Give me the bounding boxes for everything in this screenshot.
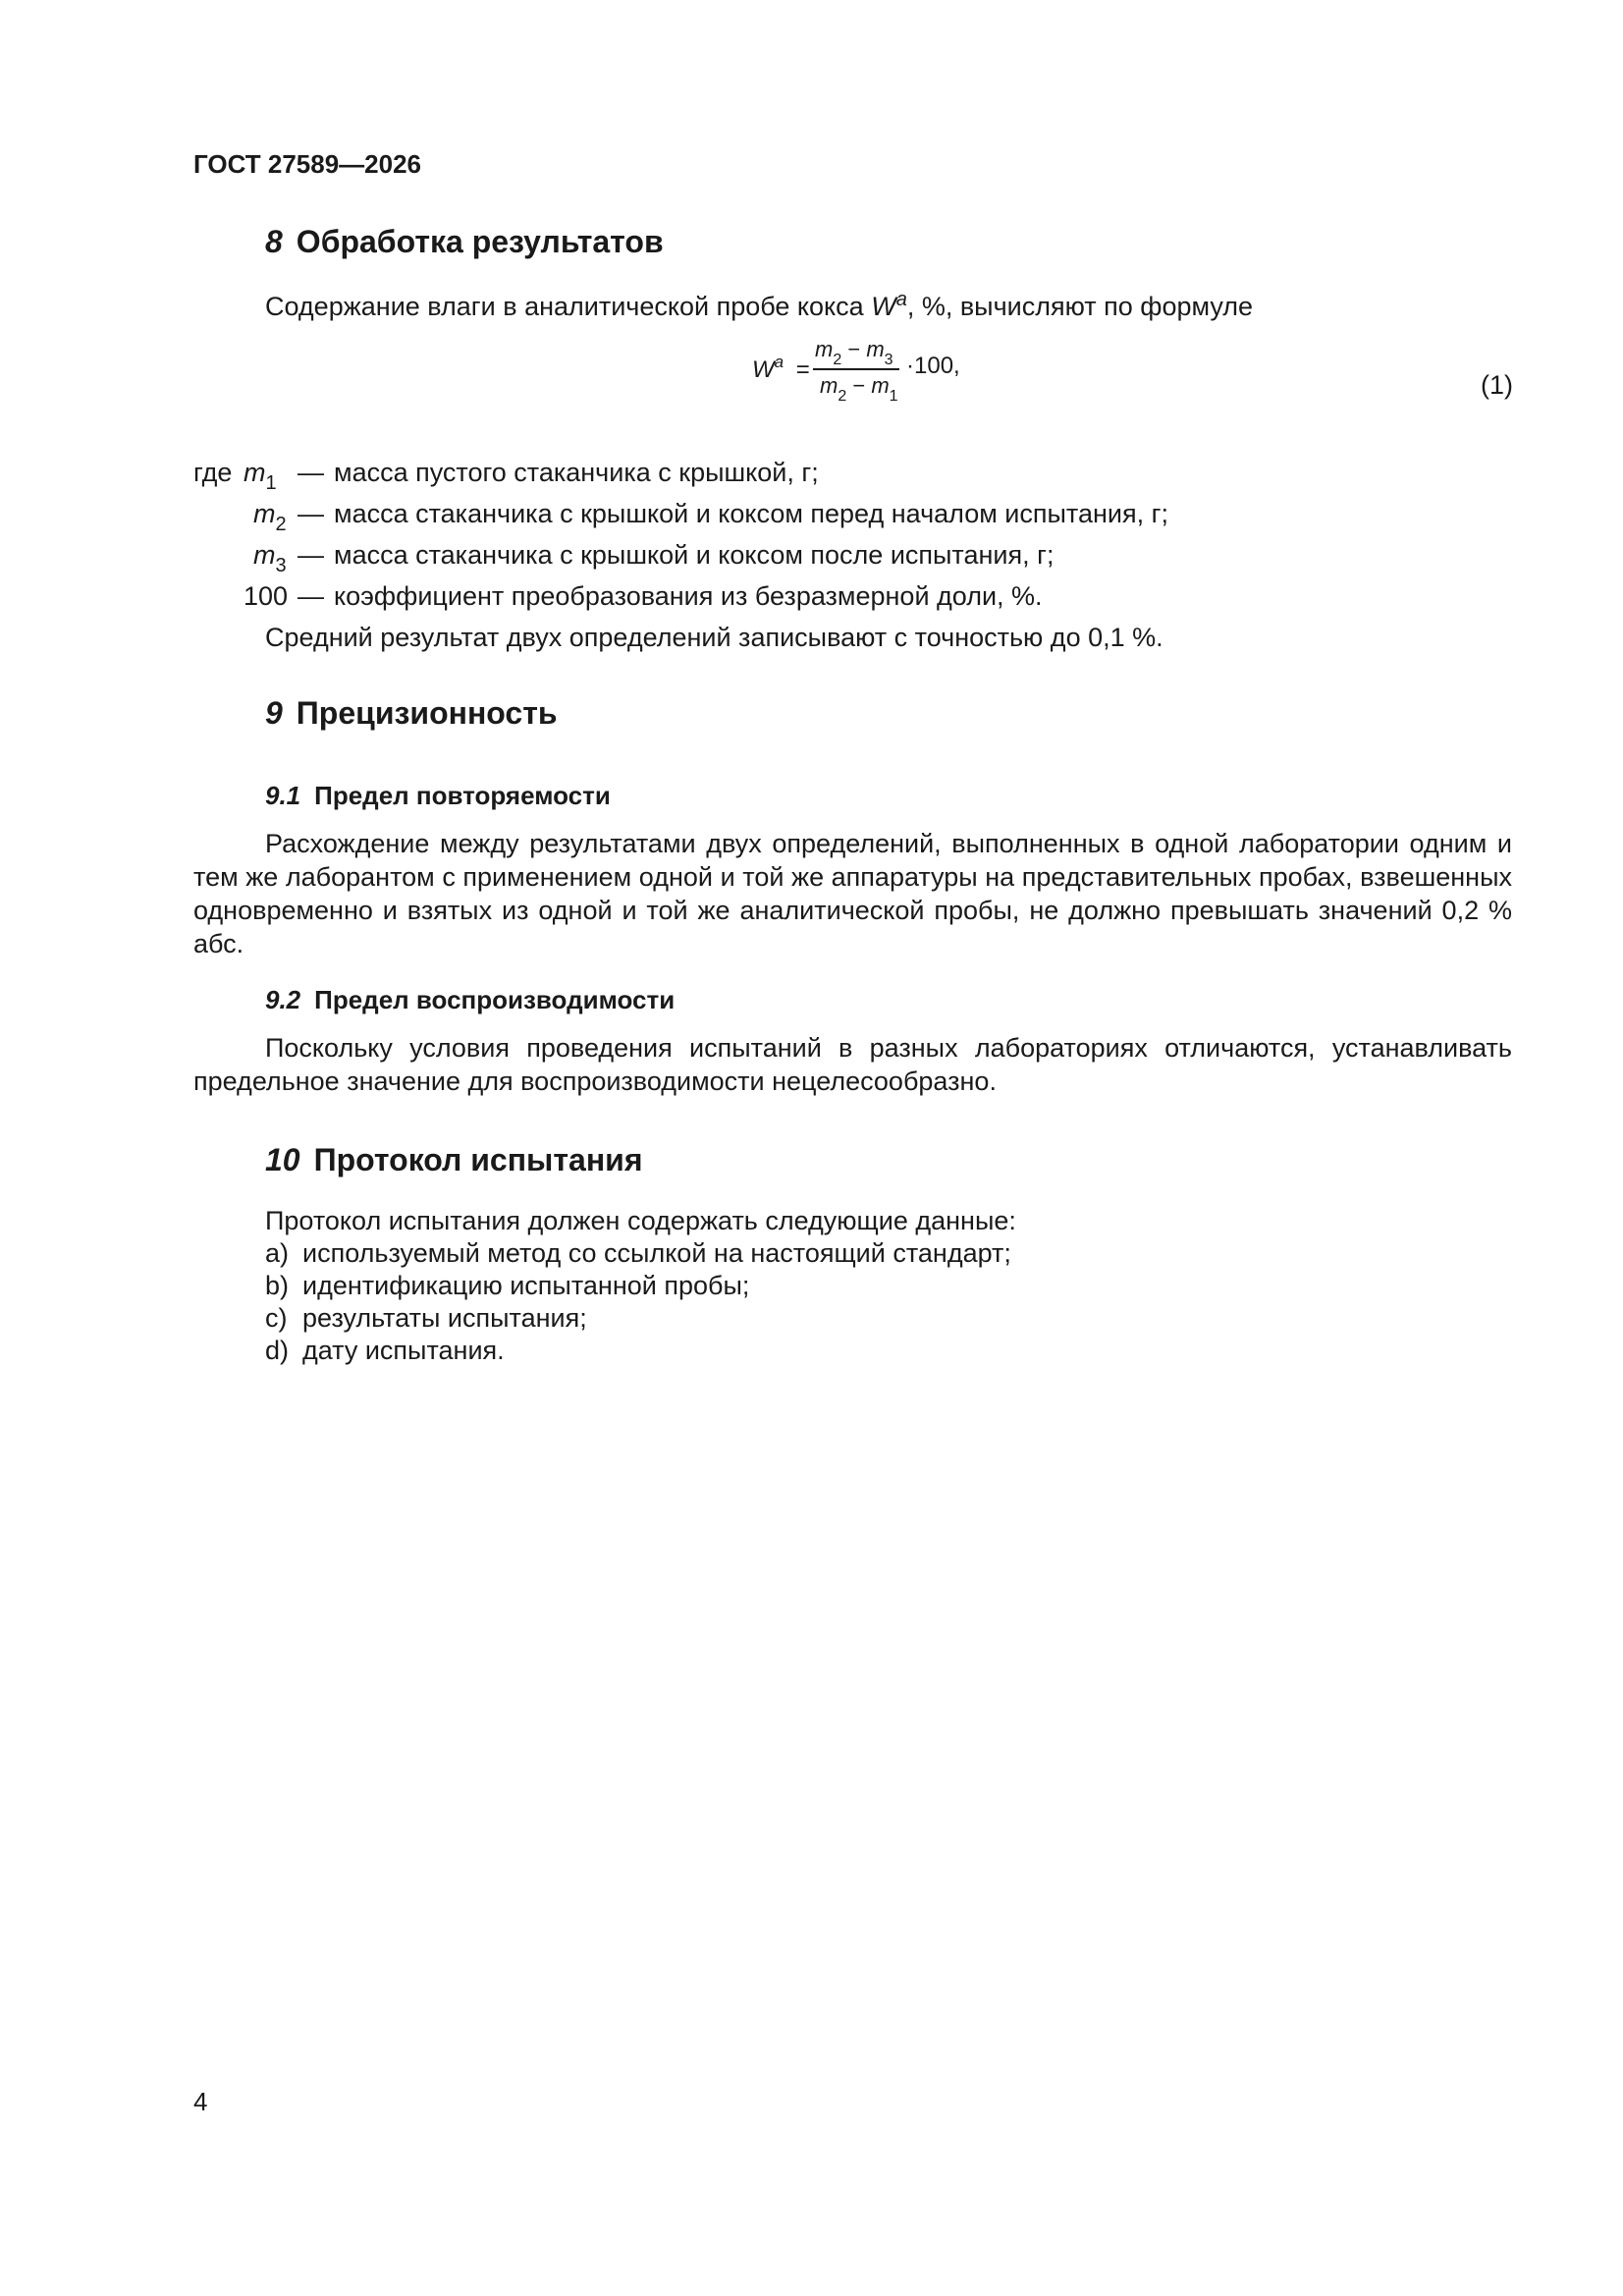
- formula-number: (1): [1481, 370, 1513, 400]
- variable-w: W: [871, 292, 896, 321]
- sym-m: m: [820, 373, 839, 398]
- dash: —: [298, 540, 324, 570]
- list-text: идентификацию испытанной пробы;: [302, 1271, 750, 1300]
- dash: —: [298, 499, 324, 528]
- sub-index: 1: [265, 472, 277, 494]
- subsection-9-1-heading: [265, 781, 611, 811]
- section-number: 10: [265, 1142, 300, 1177]
- superscript-a: a: [895, 289, 907, 310]
- equals-sign: =: [795, 356, 810, 383]
- formula-numerator: [815, 337, 893, 369]
- def-row-1: [243, 458, 819, 495]
- section-8-heading: [265, 224, 664, 260]
- intro-text-end: , %, вычисляют по формуле: [906, 292, 1254, 321]
- section-number: 8: [265, 224, 283, 259]
- subsection-title: Предел повторяемости: [314, 781, 611, 810]
- sub-index: 3: [275, 555, 287, 576]
- list-item: [265, 1303, 587, 1334]
- list-item: [265, 1336, 505, 1366]
- def-symbol: [253, 499, 298, 536]
- page-number: 4: [193, 2087, 208, 2116]
- def-row-4: [243, 581, 1043, 612]
- def-row-3: [253, 540, 1054, 577]
- section-9-heading: [265, 695, 558, 732]
- subsection-title: Предел воспроизводимости: [314, 985, 676, 1014]
- result-note: Средний результат двух определений записывают с точностью до 0,1 %.: [265, 623, 1163, 652]
- sub-3: 3: [884, 352, 893, 368]
- intro-text: Содержание влаги в аналитической пробе кокса: [265, 292, 872, 321]
- sym-m: m: [243, 458, 266, 487]
- def-symbol: [253, 540, 298, 577]
- def-text: масса пустого стаканчика с крышкой, г;: [334, 458, 819, 487]
- fraction-bar: [813, 368, 899, 370]
- def-row-2: [253, 499, 1168, 536]
- def-text: масса стаканчика с крышкой и коксом после испытания, г;: [334, 540, 1055, 570]
- list-text: используемый метод со ссылкой на настоящий стандарт;: [302, 1238, 1011, 1268]
- list-label: c): [265, 1303, 288, 1333]
- def-text: коэффициент преобразования из безразмерной доли, %.: [334, 581, 1043, 611]
- formula-sup-a: a: [774, 353, 784, 371]
- formula-denominator: [820, 373, 898, 406]
- sub-2: 2: [833, 352, 842, 368]
- sub-1: 1: [889, 388, 898, 405]
- reproducibility-paragraph: Поскольку условия проведения испытаний в разных лабораториях отличаются, устанавливать предельное значение для воспроизводимости нецелесообразно.: [193, 1033, 1512, 1096]
- protocol-intro: Протокол испытания должен содержать следующие данные:: [265, 1206, 1016, 1235]
- section-title: Прецизионность: [296, 695, 558, 731]
- list-label: d): [265, 1336, 290, 1365]
- sub-index: 2: [275, 514, 287, 535]
- minus-sign: −: [841, 337, 867, 361]
- list-item: [265, 1238, 1011, 1269]
- subsection-number: 9.1: [265, 781, 301, 810]
- document-code: ГОСТ 27589—2026: [193, 149, 421, 179]
- section-10-heading: [265, 1142, 643, 1178]
- repeatability-paragraph: Расхождение между результатами двух определений, выполненных в одной лаборатории одним и тем же лаборантом с применением одной и той же аппаратуры на представительных пробах, взвешенных одновременно и взятых из одной и той же аналитической пробы, не должно превышать значений 0,2 % абс.: [193, 829, 1512, 958]
- sym-m: m: [815, 337, 834, 361]
- formula-intro: [265, 289, 1253, 322]
- formula-tail: ·100,: [906, 353, 960, 379]
- def-symbol: [243, 458, 298, 495]
- list-label: b): [265, 1271, 290, 1300]
- subsection-9-2-heading: [265, 985, 675, 1015]
- def-symbol: 100: [243, 581, 289, 611]
- subsection-number: 9.2: [265, 985, 301, 1014]
- dash: —: [298, 458, 324, 487]
- sym-m: m: [253, 499, 276, 528]
- where-label: где: [193, 458, 233, 487]
- list-text: дату испытания.: [302, 1336, 505, 1365]
- sym-m: m: [253, 540, 276, 570]
- list-text: результаты испытания;: [302, 1303, 587, 1333]
- dash: —: [298, 581, 324, 611]
- formula-w: W: [752, 356, 775, 383]
- formula-lhs: [752, 353, 810, 384]
- minus-sign: −: [846, 373, 872, 398]
- list-label: a): [265, 1238, 290, 1268]
- list-item: [265, 1271, 749, 1301]
- sym-m: m: [866, 337, 885, 361]
- sym-m: m: [871, 373, 890, 398]
- sub-2: 2: [838, 388, 847, 405]
- section-title: Протокол испытания: [313, 1142, 643, 1177]
- section-number: 9: [265, 695, 283, 731]
- section-title: Обработка результатов: [296, 224, 664, 259]
- def-text: масса стаканчика с крышкой и коксом перед началом испытания, г;: [334, 499, 1168, 528]
